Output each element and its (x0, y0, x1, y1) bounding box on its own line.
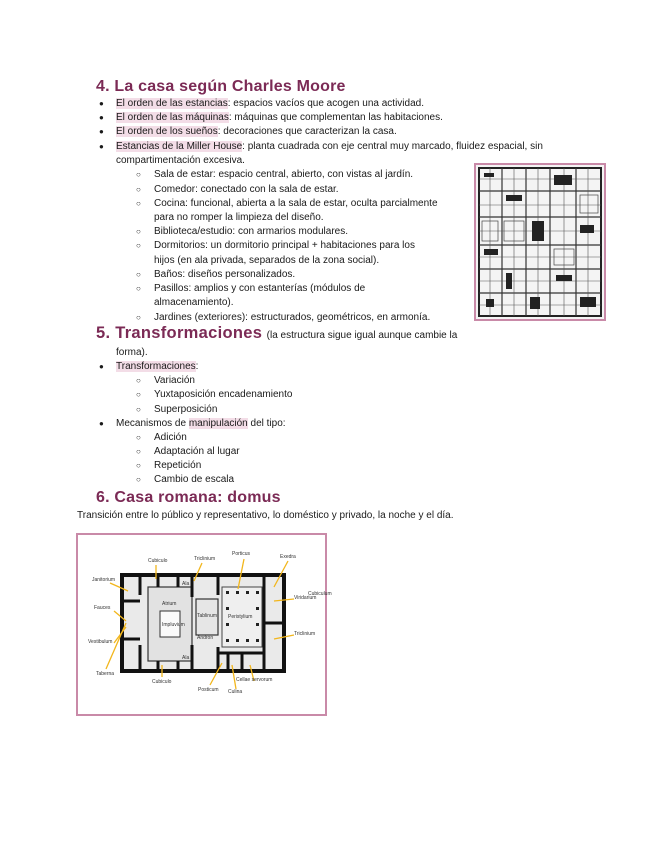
bullet-icon: ● (99, 362, 104, 371)
label-viridarium: Viridarium (294, 595, 317, 601)
label-alae-top: Ala (182, 581, 190, 587)
bullet-icon: ● (99, 113, 104, 122)
label-andron: Andron (197, 635, 214, 641)
list-item-continuation: compartimentación excesiva. (116, 155, 245, 166)
list-item: Transformaciones: (116, 361, 199, 372)
sub-item: Yuxtaposición encadenamiento (154, 389, 293, 400)
sub-item-continuation: para no romper la limpieza del diseño. (154, 212, 324, 223)
label-porticus: Porticus (232, 551, 251, 557)
sub-item-continuation: almacenamiento). (154, 297, 234, 308)
list-item: Mecanismos de manipulación del tipo: (116, 418, 286, 429)
label-fauces: Fauces (94, 605, 111, 611)
sub-item: Cocina: funcional, abierta a la sala de estar, oculta parcialmente (154, 198, 438, 209)
circle-bullet-icon: ○ (136, 461, 141, 470)
sub-item: Dormitorios: un dormitorio principal + habitaciones para los (154, 240, 415, 251)
sub-item: Cambio de escala (154, 474, 235, 485)
label-cellae-servorum: Cellae servorum (236, 677, 273, 683)
circle-bullet-icon: ○ (136, 170, 141, 179)
label-ianitorium: Janitorium (92, 577, 116, 583)
list-item: Estancias de la Miller House: planta cuadrada con eje central muy marcado, fluidez espacial, sin (116, 141, 543, 152)
label-cubiculum-tr: Cubiculum (308, 591, 332, 597)
circle-bullet-icon: ○ (136, 313, 141, 322)
section-5-note: (la estructura sigue igual aunque cambie la (266, 330, 458, 341)
highlighted-term: Transformaciones (116, 361, 196, 372)
label-triclinium-right: Triclinium (294, 631, 316, 637)
sub-item: Sala de estar: espacio central, abierto, con vistas al jardín. (154, 169, 414, 180)
label-cubiculo-bottom: Cubiculo (152, 679, 172, 685)
highlighted-term: El orden de las máquinas (116, 112, 229, 123)
section-5-note-continuation: forma). (116, 347, 148, 358)
circle-bullet-icon: ○ (136, 376, 141, 385)
label-tablinum: Tablinum (197, 613, 218, 619)
circle-bullet-icon: ○ (136, 227, 141, 236)
section-5-heading (96, 324, 457, 343)
sub-item: Biblioteca/estudio: con armarios modulares. (154, 226, 348, 237)
highlighted-term: El orden de las estancias (116, 98, 228, 109)
label-culina: Culina (228, 689, 243, 695)
label-peristylium: Peristylium (228, 614, 253, 620)
bullet-icon: ● (99, 127, 104, 136)
highlighted-term: Estancias de la Miller House (116, 141, 243, 152)
domus-plan-image (76, 533, 332, 716)
section-4-title: 4. La casa según Charles Moore (96, 78, 346, 95)
sub-item: Variación (154, 375, 195, 386)
label-posticum: Posticum (198, 687, 219, 693)
circle-bullet-icon: ○ (136, 390, 141, 399)
label-taberna: Taberna (96, 671, 115, 677)
circle-bullet-icon: ○ (136, 405, 141, 414)
sub-item: Pasillos: amplios y con estanterías (módulos de (154, 283, 366, 294)
bullet-icon: ● (99, 99, 104, 108)
domus-plan-drawing (78, 535, 332, 714)
sub-item: Adaptación al lugar (154, 446, 240, 457)
label-exedra: Exedra (280, 554, 296, 560)
circle-bullet-icon: ○ (136, 447, 141, 456)
sub-item: Adición (154, 432, 187, 443)
circle-bullet-icon: ○ (136, 284, 141, 293)
sub-item: Baños: diseños personalizados. (154, 269, 296, 280)
sub-item: Superposición (154, 404, 218, 415)
circle-bullet-icon: ○ (136, 433, 141, 442)
circle-bullet-icon: ○ (136, 270, 141, 279)
circle-bullet-icon: ○ (136, 475, 141, 484)
bullet-icon: ● (99, 142, 104, 151)
label-alae-bottom: Ala (182, 655, 190, 661)
section-6-title: 6. Casa romana: domus (96, 489, 281, 506)
label-vestibulum: Vestibulum (88, 639, 113, 645)
list-item: El orden de las estancias: espacios vacíos que acogen una actividad. (116, 98, 424, 109)
highlighted-term: manipulación (188, 418, 248, 429)
miller-house-plan-image (474, 163, 606, 321)
miller-house-plan-drawing (476, 165, 604, 319)
label-impluvium: Impluvium (162, 622, 185, 628)
sub-item: Jardines (exteriores): estructurados, geométricos, en armonía. (154, 312, 431, 323)
highlighted-term: El orden de los sueños (116, 126, 218, 137)
circle-bullet-icon: ○ (136, 199, 141, 208)
sub-item-continuation: hijos (en ala privada, separados de la zona social). (154, 255, 380, 266)
sub-item: Repetición (154, 460, 202, 471)
circle-bullet-icon: ○ (136, 241, 141, 250)
label-cubiculo-top: Cubiculo (148, 558, 168, 564)
list-item: El orden de los sueños: decoraciones que caracterizan la casa. (116, 126, 397, 137)
label-triclinium-top: Triclinium (194, 556, 216, 562)
section-6-text: Transición entre lo público y representativo, lo doméstico y privado, la noche y el día. (77, 510, 454, 521)
sub-item: Comedor: conectado con la sala de estar. (154, 184, 339, 195)
label-atrium: Atrium (162, 601, 177, 607)
section-5-title: 5. Transformaciones (96, 324, 263, 342)
circle-bullet-icon: ○ (136, 185, 141, 194)
list-item: El orden de las máquinas: máquinas que complementan las habitaciones. (116, 112, 443, 123)
bullet-icon: ● (99, 419, 104, 428)
